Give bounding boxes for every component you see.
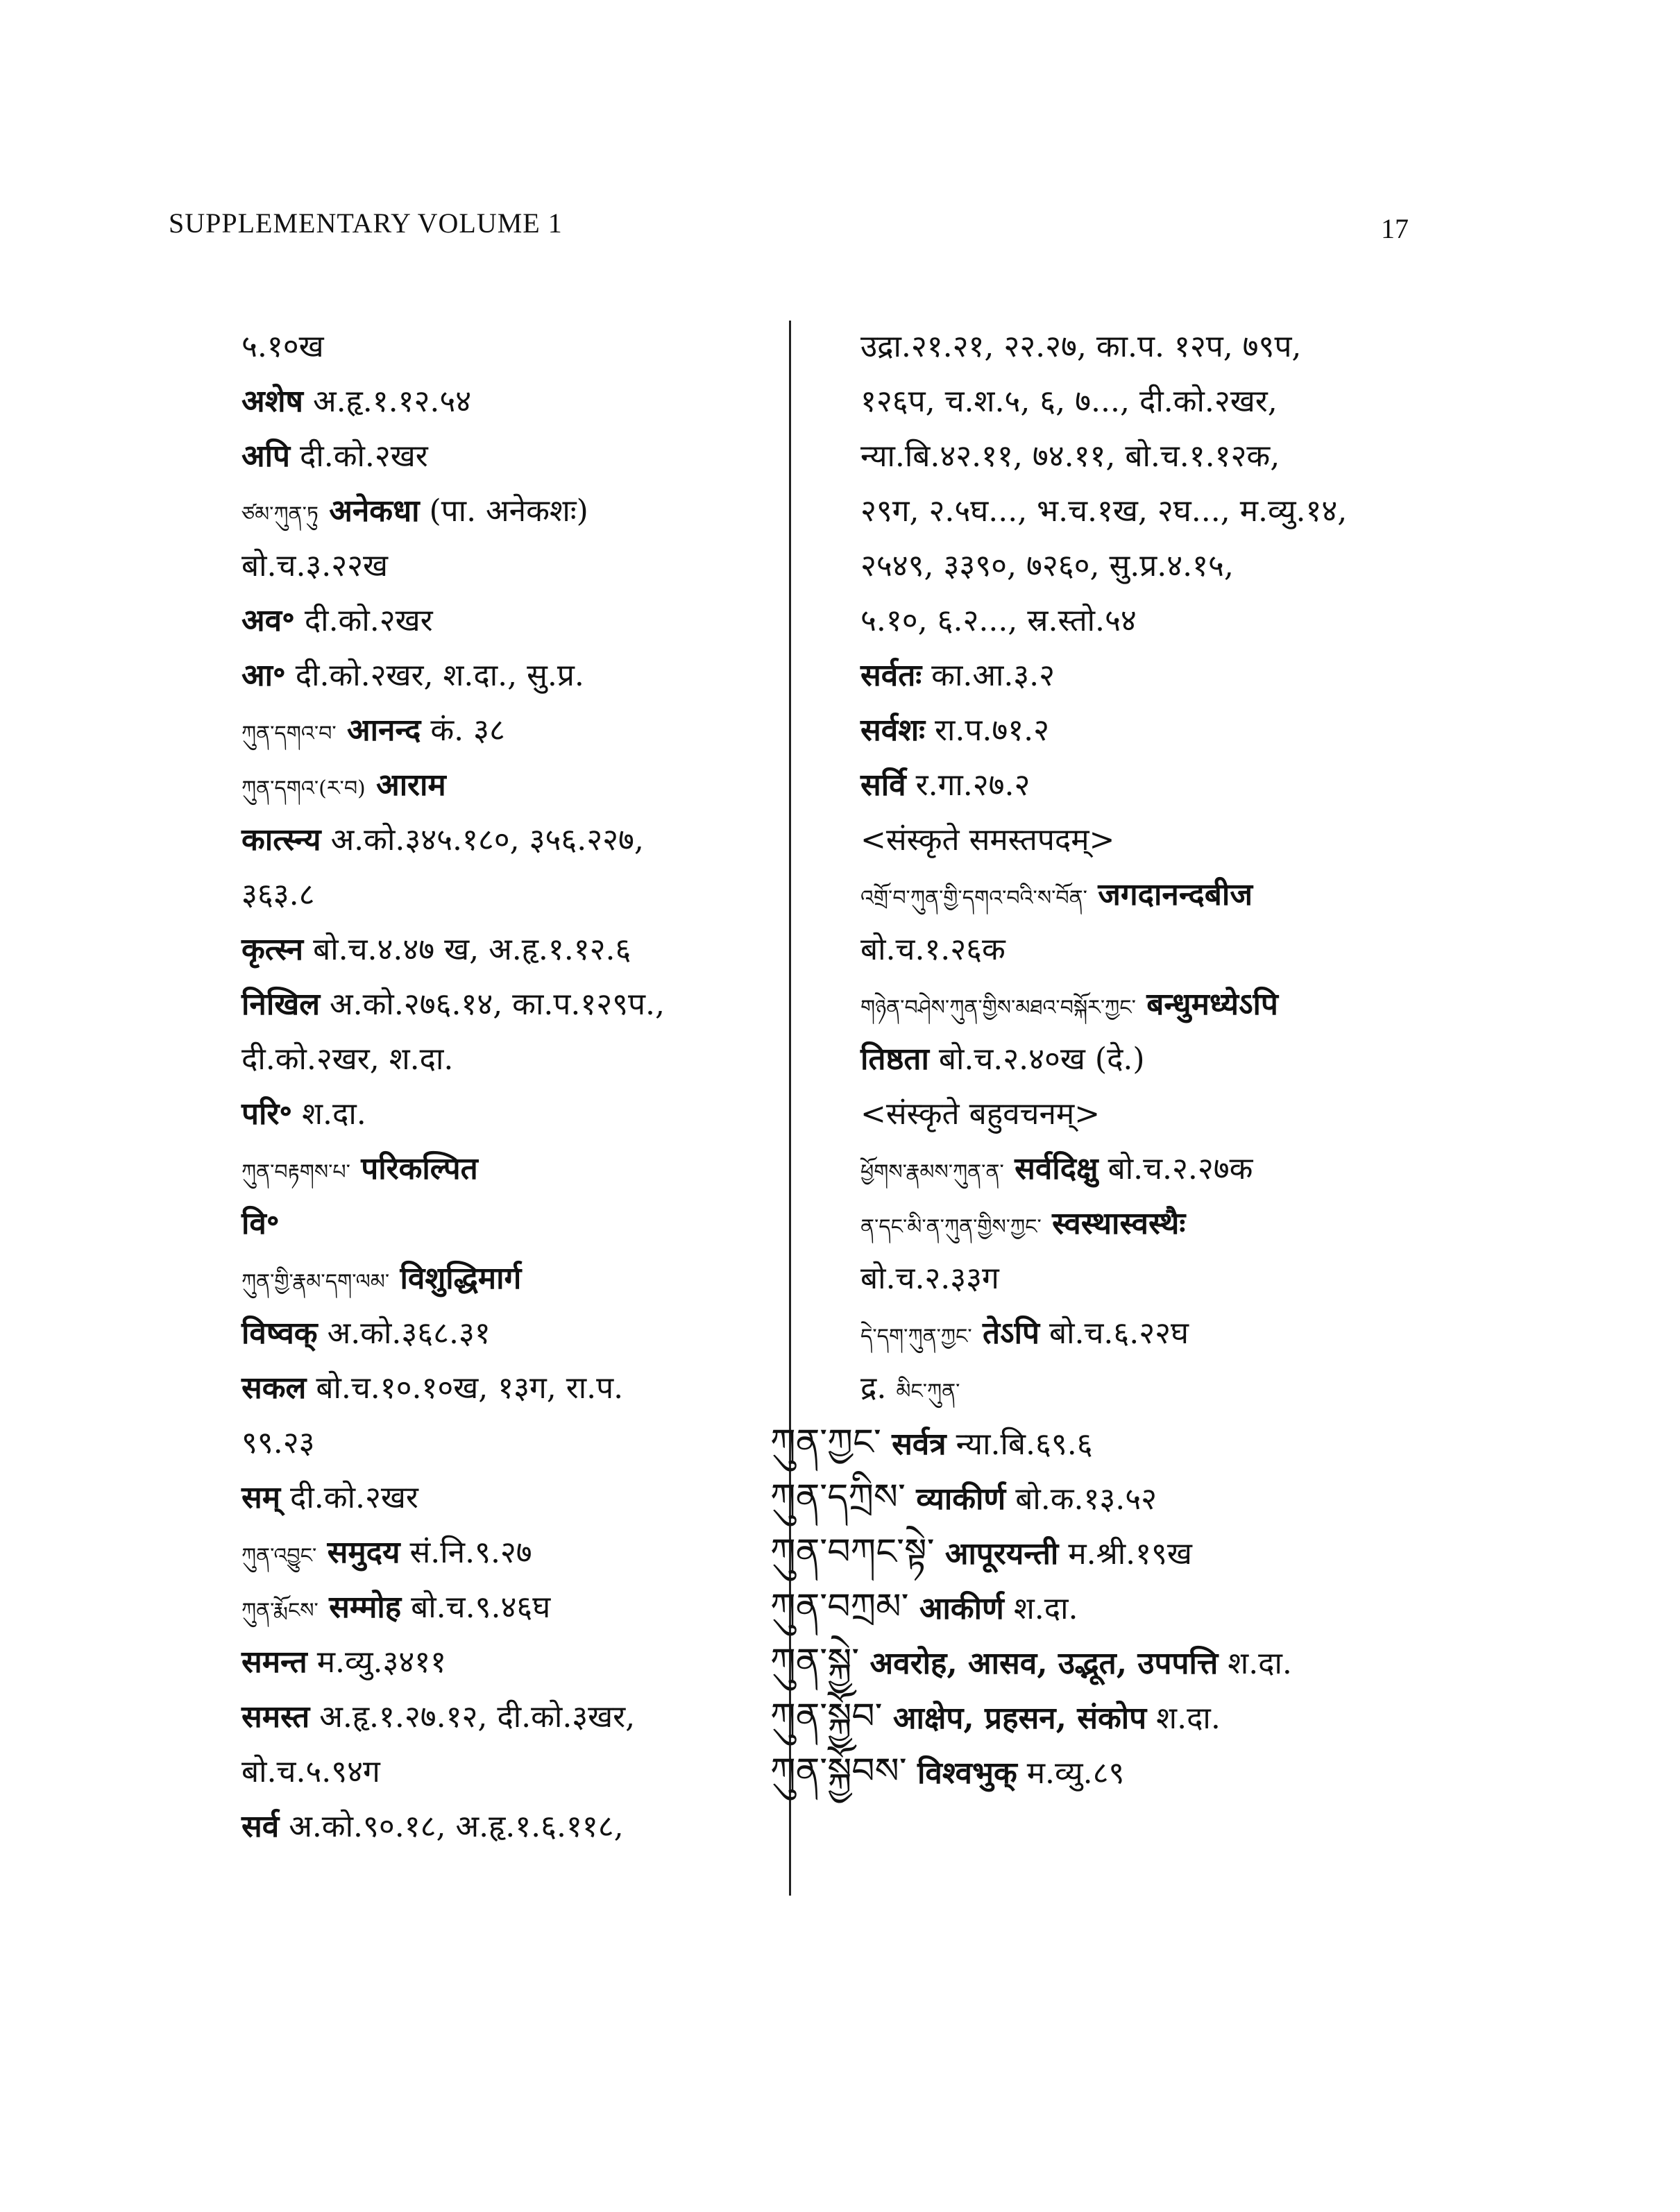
headword: परि॰ [241,1096,293,1132]
headword: समस्त [241,1699,310,1735]
entry-line [860,922,1554,977]
tibetan-term: ཀུན་བརྟགས་པ་ [241,1160,350,1184]
entry-text: श.दा. [1003,1591,1078,1626]
headword: कात्स्न्य [241,822,321,858]
entry-line [860,1251,1554,1306]
entry-line [860,319,1554,374]
main-entry-line [770,1635,1554,1690]
headword: समुदय [316,1535,400,1570]
headword: अव॰ [241,603,295,638]
entry-text: दी.को.२खर [294,603,433,638]
entry-line [241,977,755,1032]
entry-line [860,593,1554,648]
headword: अपि [241,439,291,474]
entry-text: बो.च.३.२२ख [241,548,389,584]
headword: सम्मोह [318,1590,402,1625]
entry-text: <संस्कृते समस्तपदम्> [860,822,1115,858]
entry-line [860,703,1554,758]
tibetan-main-entry: ཀུན་བཀྲམ་ [770,1586,909,1628]
headword: कृत्स्न [241,932,304,967]
entry-text: अ.हृ.१.२७.१२, दी.को.३खर, [309,1699,636,1735]
entry-line [241,1032,755,1087]
headword: अशेष [241,384,303,419]
entry-text: <संस्कृते बहुवचनम्> [860,1096,1101,1132]
tibetan-term: གཉེན་བཤེས་ཀུན་གྱིས་མཐའ་བསྐོར་ཀྱང་ [860,996,1136,1020]
headword: सर्वत्र [881,1427,947,1462]
tibetan-term: ཙམ་ཀུན་ཏུ [241,502,319,527]
tibetan-main-entry: ཀུན་བཀང་སྟེ་ [770,1531,935,1573]
main-entry-line [770,1690,1554,1744]
headword: आनन्द [336,713,421,748]
entry-text: सं.नि.९.२७ [400,1535,532,1570]
entry-text: श.दा. [1146,1701,1221,1736]
entry-line [241,1744,755,1799]
entry-text: अ.को.३६८.३१ [317,1316,491,1351]
entry-line [241,374,755,429]
entry-line [241,538,755,593]
tibetan-term: ཀུན་གྱི་རྣམ་དག་ལམ་ [241,1270,390,1294]
entry-line [241,1470,755,1525]
headword: व्याकीर्ण [905,1481,1006,1517]
entry-line [860,867,1554,922]
left-column [241,319,755,1854]
entry-text: अ.को.३४५.१८०, ३५६.२२७, [321,822,644,858]
headword: विश्वभुक् [906,1755,1017,1791]
entry-line [241,703,755,758]
headword: सर्वशः [860,713,926,748]
headword: आराम [365,767,446,803]
entry-text: म.व्यु.८९ [1017,1755,1125,1791]
entry-text: म.श्री.१९ख [1058,1536,1192,1572]
headword: विशुद्धिमार्ग [389,1261,522,1296]
entry-line [241,1087,755,1141]
headword: वि॰ [241,1206,280,1241]
entry-text: र.गा.२७.२ [906,767,1030,803]
headword: समन्त [241,1644,307,1680]
headword: आकीर्ण [908,1591,1004,1626]
tibetan-term: དེ་དག་ཀུན་ཀྱང་ [860,1325,972,1349]
entry-line [241,1525,755,1580]
entry-text: श.दा. [292,1096,366,1132]
headword: अनेकधा [318,493,420,529]
entry-text: ९९.२३ [241,1425,315,1461]
headword: सर्वदिक्षु [1003,1151,1098,1186]
entry-text: अ.को.२७६.१४, का.प.१२९प., [320,987,665,1022]
tibetan-term: ཀུན་དགའ་བ་ [241,722,337,746]
tibetan-term: ཕྱོགས་རྣམས་ཀུན་ན་ [860,1160,1004,1184]
entry-line [860,1141,1554,1196]
tibetan-main-entry: ཀུན་ཀྱང་ [770,1422,881,1463]
entry-line [241,648,755,703]
right-column [770,319,1554,1799]
entry-text: बो.च.२.३३ग [860,1261,999,1296]
headword: बन्धुमध्येऽपि [1135,987,1278,1022]
entry-line [241,1141,755,1196]
tibetan-main-entry: ཀུན་སྐྱོབ་ [770,1696,883,1737]
entry-text: बो.च.४.४७ ख, अ.हृ.१.१२.६ [303,932,631,967]
tibetan-term: ཀུན་རྨོངས་ [241,1599,319,1623]
entry-line [241,1690,755,1744]
tibetan-term: ན་དང་མི་ན་ཀུན་གྱིས་ཀྱང་ [860,1215,1042,1239]
entry-text: न्या.बि.६९.६ [946,1427,1093,1462]
entry-text: ५.१०ख [241,329,324,364]
tibetan-term: མིང་ཀུན་ [896,1379,960,1404]
entry-line [241,1635,755,1690]
entry-text: ३६३.८ [241,877,315,912]
entry-text: का.आ.३.२ [922,658,1055,693]
tibetan-main-entry: ཀུན་སྐྱོབས་ [770,1751,907,1792]
running-head: SUPPLEMENTARY VOLUME 1 [169,207,563,239]
entry-line [860,813,1554,867]
page-number: 17 [1381,213,1409,244]
entry-text: २५४९, ३३९०, ७२६०, सु.प्र.४.१५, [860,548,1234,584]
entry-line [241,484,755,538]
headword: आ॰ [241,658,286,693]
entry-line [860,538,1554,593]
headword: तिष्ठता [860,1041,929,1077]
entry-text: बो.च.२.२७क [1098,1151,1253,1186]
entry-text: दी.को.२खर, श.दा. [241,1041,454,1077]
main-entry-line [770,1744,1554,1799]
headword: आक्षेप, प्रहसन, संकोप [882,1701,1147,1736]
entry-line [241,758,755,813]
entry-line [241,1361,755,1415]
entry-text: दी.को.२खर, श.दा., सु.प्र. [285,658,584,693]
entry-text: बो.च.१.२६क [860,932,1006,967]
entry-line [241,922,755,977]
entry-line [860,1087,1554,1141]
entry-line [241,1580,755,1635]
entry-line [860,1361,1554,1415]
entry-text: अ.को.९०.१८, अ.हृ.१.६.११८, [279,1809,624,1844]
tibetan-main-entry: ཀུན་དཀྲིས་ [770,1477,906,1518]
entry-line [241,1799,755,1854]
tibetan-term: ཀུན་འབྱུང་ [241,1544,317,1568]
entry-line [860,1306,1554,1361]
entry-text: बो.च.९.४६घ [401,1590,551,1625]
entry-line [860,374,1554,429]
entry-text: न्या.बि.४२.११, ७४.११, बो.च.१.१२क, [860,439,1280,474]
entry-text: दी.को.२खर [280,1480,418,1515]
entry-text: उद्रा.२१.२१, २२.२७, का.प. १२प, ७९प, [860,329,1302,364]
entry-line [241,813,755,867]
headword: परिकल्पित [350,1151,478,1186]
entry-line [860,648,1554,703]
entry-line [241,319,755,374]
entry-text: बो.च.५.९४ग [241,1754,380,1789]
entry-line [241,1306,755,1361]
headword: अवरोह, आसव, उद्भूत, उपपत्ति [859,1646,1219,1681]
headword: सकल [241,1370,307,1406]
main-entry-line [770,1415,1554,1470]
entry-line [241,1251,755,1306]
main-entry-line [770,1580,1554,1635]
tibetan-term: འགྲོ་བ་ཀུན་གྱི་དགའ་བའི་ས་བོན་ [860,886,1087,910]
tibetan-main-entry: ཀུན་སྐྱེ་ [770,1641,860,1683]
entry-text: (पा. अनेकशः) [419,493,588,529]
entry-line [860,484,1554,538]
entry-text: २९ग, २.५घ..., भ.च.१ख, २घ..., म.व्यु.१४, [860,493,1348,529]
entry-text: १२६प, च.श.५, ६, ७..., दी.को.२खर, [860,384,1278,419]
headword: सर्वि [860,767,906,803]
entry-text: रा.प.७१.२ [925,713,1050,748]
entry-line [241,593,755,648]
entry-line [860,977,1554,1032]
main-entry-line [770,1525,1554,1580]
entry-line [241,429,755,484]
entry-line [241,1415,755,1470]
headword: सर्वतः [860,658,922,693]
entry-text: बो.च.६.२२घ [1039,1316,1189,1351]
tibetan-term: ཀུན་དགའ་(ར་བ) [241,776,366,801]
headword: विष्वक् [241,1316,318,1351]
entry-line [860,758,1554,813]
entry-line [860,429,1554,484]
headword: सम् [241,1480,281,1515]
main-entry-line [770,1470,1554,1525]
entry-text: बो.च.१०.१०ख, १३ग, रा.प. [306,1370,624,1406]
headword: निखिल [241,987,321,1022]
headword: सर्व [241,1809,280,1844]
entry-text: अ.हृ.१.१२.५४ [303,384,472,419]
headword: आपूरयन्ती [934,1536,1059,1572]
entry-line [241,867,755,922]
entry-text: म.व्यु.३४११ [307,1644,447,1680]
headword: स्वस्थास्वस्थैः [1041,1206,1186,1241]
entry-text: कं. ३८ [421,713,505,748]
headword: तेऽपि [971,1316,1040,1351]
entry-text: बो.क.१३.५२ [1006,1481,1157,1517]
entry-line [241,1196,755,1251]
entry-text: द्र. [860,1370,897,1406]
entry-line [860,1032,1554,1087]
entry-line [860,1196,1554,1251]
entry-text: ५.१०, ६.२..., स्र.स्तो.५४ [860,603,1137,638]
entry-text: दी.को.२खर [290,439,428,474]
headword: जगदानन्दबीज [1087,877,1253,912]
entry-text: श.दा. [1218,1646,1292,1681]
entry-text: बो.च.२.४०ख (दे.) [928,1041,1145,1077]
